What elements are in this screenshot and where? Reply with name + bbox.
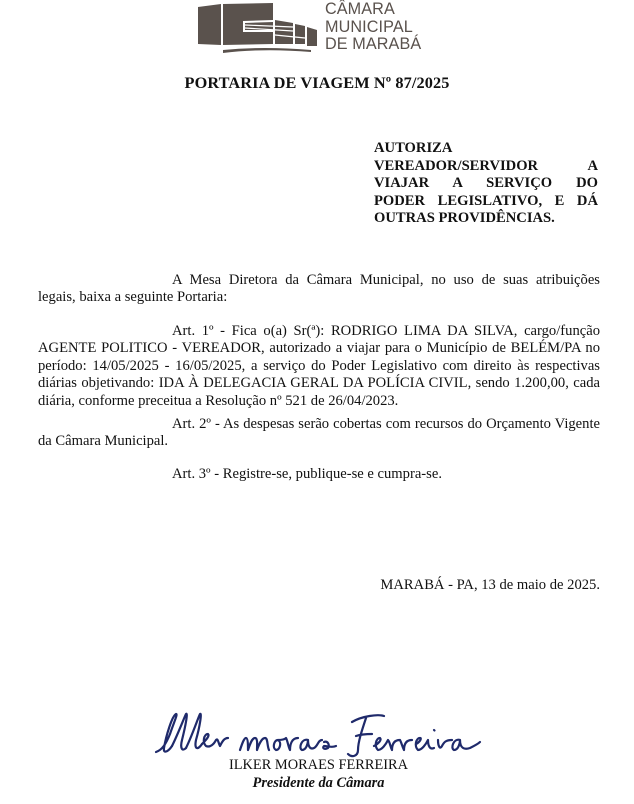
- document-title: PORTARIA DE VIAGEM Nº 87/2025: [184, 73, 450, 92]
- ementa-line: AUTORIZA: [374, 140, 453, 156]
- article-1-text: Art. 1º - Fica o(a) Sr(ª): RODRIGO LIMA DA SILVA, cargo/função AGENTE POLITICO - VEREADOR, autorizado a viajar para o Município de BELÉM/PA no período: 14/05/2025 - 16/05/2025, a serviço do Poder Legislativo com direito às respectivas diárias objetivando: IDA À DELEGACIA GERAL DA POLÍCIA CIVIL, sendo 1.200,00, cada diária, conforme preceitua a Resolução nº 521 de 26/04/2023.: [38, 323, 600, 409]
- logo-text-line: MUNICIPAL: [325, 17, 413, 36]
- logo-text-line: CÂMARA: [325, 0, 395, 18]
- article-2: [38, 416, 600, 451]
- ementa: [374, 140, 598, 228]
- logo-text: [325, 1, 421, 54]
- article-3-text: Art. 3º - Registre-se, publique-se e cumpra-se.: [172, 466, 442, 482]
- preamble-text: A Mesa Diretora da Câmara Municipal, no uso de suas atribuições legais, baixa a seguinte Portaria:: [38, 272, 600, 306]
- logo-text-line: DE MARABÁ: [325, 35, 422, 53]
- preamble-paragraph: [38, 272, 600, 307]
- building-logo-icon: [193, 0, 320, 56]
- camara-logo: [193, 0, 463, 56]
- handwritten-signature: [152, 706, 482, 762]
- ementa-line: VIAJAR A SERVIÇO DO: [374, 175, 598, 192]
- signer-name: ILKER MORAES FERREIRA: [228, 757, 409, 773]
- article-3: [38, 466, 600, 483]
- place-and-date: MARABÁ - PA, 13 de maio de 2025.: [380, 577, 600, 593]
- ementa-line: VEREADOR/SERVIDOR A: [374, 157, 598, 174]
- ementa-line: OUTRAS PROVIDÊNCIAS.: [374, 210, 555, 227]
- article-2-text: Art. 2º - As despesas serão cobertas com recursos do Orçamento Vigente da Câmara Municipal.: [38, 416, 600, 450]
- ementa-line: PODER LEGISLATIVO, E DÁ: [374, 192, 598, 209]
- signer-role: Presidente da Câmara: [252, 775, 385, 791]
- article-1: [38, 323, 600, 410]
